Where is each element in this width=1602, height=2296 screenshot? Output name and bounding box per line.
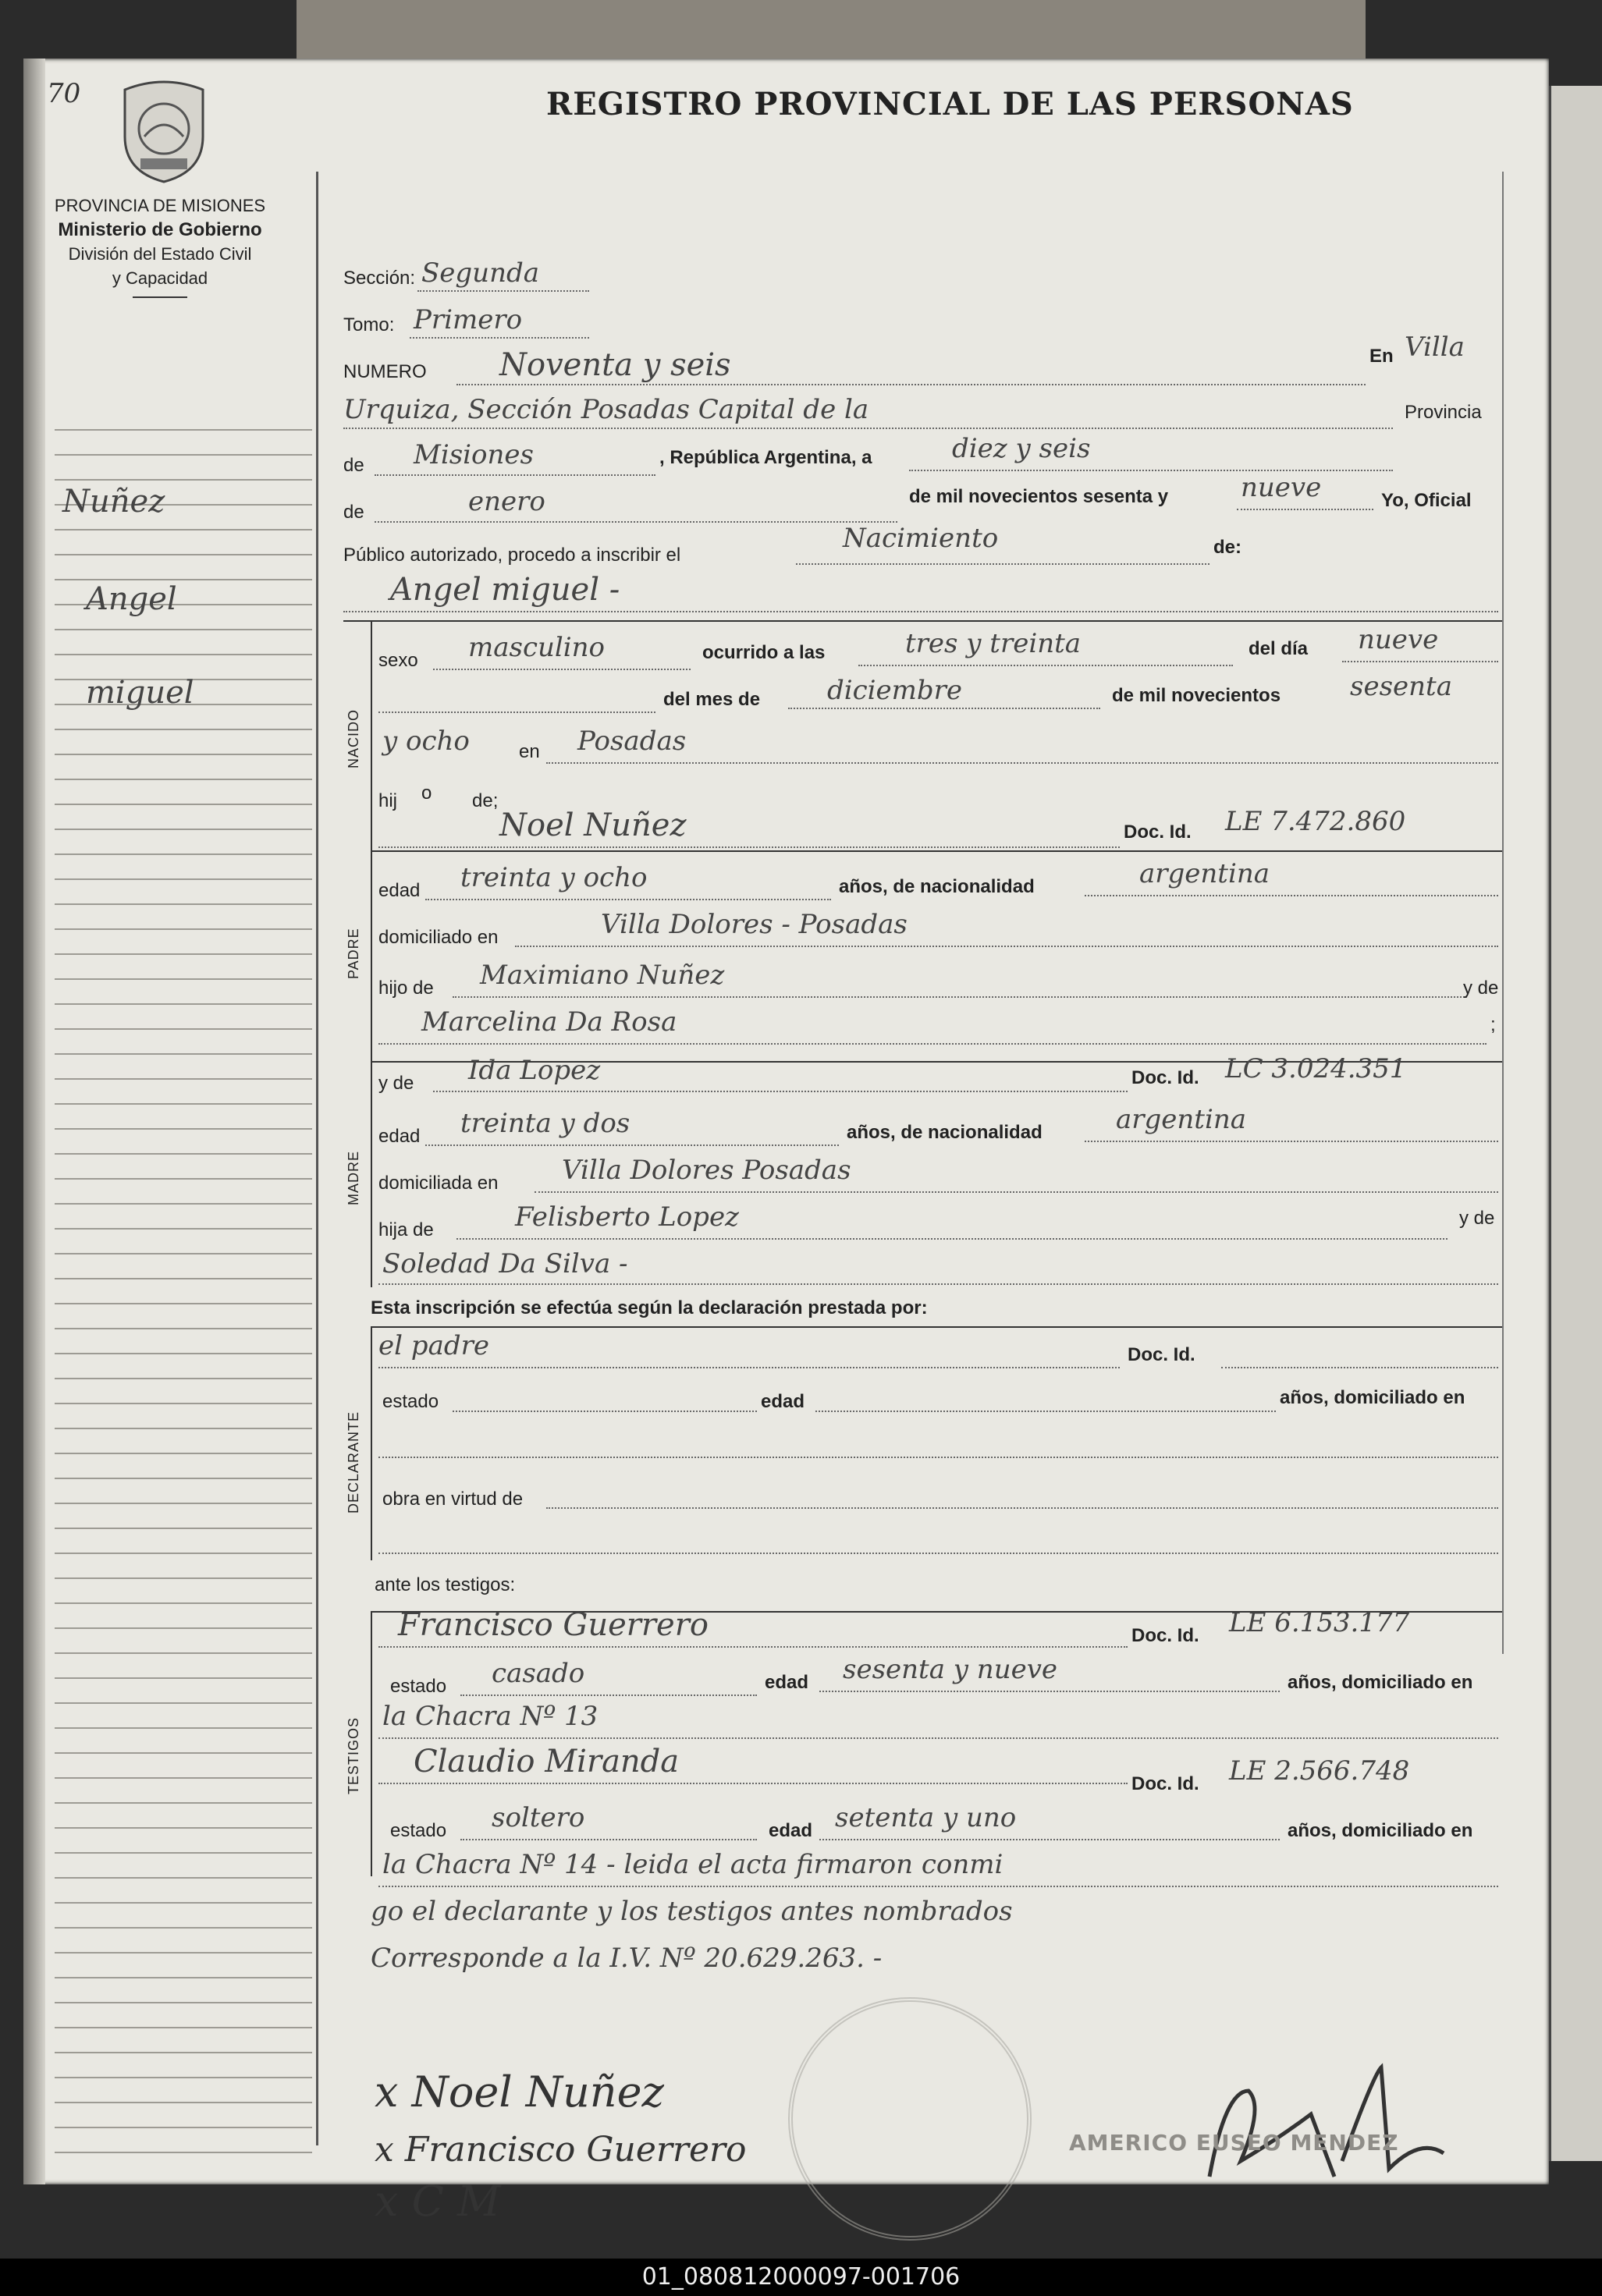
madre-nac-label: años, de nacionalidad (847, 1122, 1043, 1143)
madre-hija-label: hija de (378, 1219, 434, 1240)
lugar-line (343, 428, 1393, 429)
provincia-label: Provincia (1405, 402, 1482, 423)
official-signature-icon (1194, 2044, 1451, 2200)
right-border (1502, 172, 1504, 1654)
declarante-dom-line (378, 1457, 1498, 1458)
nacido-anio1-value: sesenta (1350, 671, 1452, 702)
padre-padre-line (453, 996, 1467, 998)
padre-domicilio-value: Villa Dolores - Posadas (601, 909, 908, 940)
mil-label: de mil novecientos sesenta y (909, 486, 1169, 507)
padre-padre-value: Maximiano Nuñez (480, 960, 725, 991)
padre-domicilio-line (515, 946, 1498, 947)
book-top-edge (297, 0, 1366, 66)
testigos-divider (371, 1611, 372, 1876)
acto-line (796, 563, 1209, 565)
testigo1-domicilio-line (378, 1737, 1498, 1739)
madre-domicilio-value: Villa Dolores Posadas (562, 1155, 851, 1186)
testigo2-doc-label: Doc. Id. (1131, 1773, 1199, 1794)
de3-label: de: (1213, 537, 1241, 558)
nacido-en-label: en (519, 741, 540, 762)
padre-doc-label: Doc. Id. (1124, 822, 1192, 843)
testigo2-edad-label: edad (769, 1820, 813, 1841)
numero-line (456, 384, 1366, 385)
declarante-nombre-line (378, 1367, 1120, 1368)
testigo2-doc-value: LE 2.566.748 (1229, 1755, 1410, 1787)
mes-line (375, 521, 897, 523)
madre-divider (371, 1061, 372, 1287)
testigo1-edad-value: sesenta y nueve (843, 1654, 1058, 1685)
nacido-mil-label: de mil novecientos (1112, 685, 1281, 706)
adjacent-page (1549, 86, 1602, 2161)
nacido-section-label: NACIDO (346, 708, 361, 768)
declarante-intro: Esta inscripción se efectúa según la declaración prestada por: (371, 1297, 928, 1318)
nacido-dia-value: nueve (1358, 624, 1439, 655)
nacido-divider (371, 620, 372, 870)
padre-yde-label: y de (1463, 978, 1499, 999)
nacido-top-rule (343, 620, 1502, 622)
authority-province: PROVINCIA DE MISIONES (54, 196, 266, 215)
madre-doc-label: Doc. Id. (1131, 1067, 1199, 1088)
margin-ruled-lines (55, 406, 312, 2153)
numero-label: NUMERO (343, 361, 427, 382)
issuing-authority (31, 193, 289, 298)
signature-witness1: x Francisco Guerrero (375, 2130, 747, 2170)
testigo2-edad-line (819, 1839, 1280, 1840)
padre-edad-value: treinta y ocho (460, 862, 648, 893)
testigos-intro: ante los testigos: (375, 1574, 516, 1595)
testigo1-doc-value: LE 6.153.177 (1229, 1607, 1410, 1638)
padre-edad-label: edad (378, 880, 421, 901)
en-label: En (1369, 346, 1394, 367)
declarante-obra-label: obra en virtud de (382, 1489, 524, 1510)
yo-label: Yo, Oficial (1381, 490, 1472, 511)
madre-nombre-value: Ida Lopez (468, 1055, 601, 1086)
madre-dom-label: domiciliada en (378, 1173, 499, 1194)
testigo1-nombre-value: Francisco Guerrero (398, 1607, 709, 1643)
testigo1-estado-line (460, 1694, 757, 1696)
anio-line (1237, 509, 1373, 510)
madre-padre-line (456, 1238, 1447, 1240)
mes-label: del mes de (663, 689, 761, 710)
dia-label: del día (1249, 638, 1309, 659)
madre-madre-value: Soledad Da Silva - (382, 1248, 628, 1279)
testigo1-estado-label: estado (390, 1676, 447, 1697)
madre-yde2-label: y de (1459, 1208, 1495, 1229)
testigo2-nombre-value: Claudio Miranda (414, 1744, 680, 1780)
padre-nac-label: años, de nacionalidad (839, 876, 1035, 897)
testigo2-edad-value: setenta y uno (835, 1802, 1017, 1833)
official-name: AMERICO EUSEO MENDEZ (1069, 2130, 1399, 2156)
padre-top-rule (371, 850, 1502, 852)
padre-nombre-value: Noel Nuñez (499, 807, 687, 843)
nacido-mes-value: diciembre (827, 675, 963, 706)
madre-edad-value: treinta y dos (460, 1108, 630, 1139)
margin-note-name1: Angel (86, 581, 177, 617)
padre-madre-line (378, 1043, 1487, 1045)
tomo-label: Tomo: (343, 314, 395, 335)
signature-father: x Noel Nuñez (375, 2067, 664, 2117)
nacido-mes-line (788, 708, 1100, 709)
inscripto-line (343, 611, 1498, 612)
madre-nombre-line (433, 1091, 1128, 1092)
official-stamp (788, 1997, 1032, 2241)
declarante-extra-line (378, 1553, 1498, 1554)
mes-value: enero (468, 486, 545, 517)
provincial-seal-icon (117, 74, 211, 183)
testigo2-estado-value: soltero (492, 1802, 585, 1833)
padre-madre-value: Marcelina Da Rosa (421, 1006, 677, 1038)
cierre-line1: go el declarante y los testigos antes nombrados (371, 1896, 1013, 1927)
corner-mark: 70 (47, 78, 81, 109)
declarante-obra-line (546, 1507, 1498, 1509)
testigo1-edad-label: edad (765, 1672, 809, 1693)
padre-nacionalidad-line (1085, 895, 1498, 896)
padre-semicolon: ; (1490, 1014, 1496, 1035)
ocurrido-label: ocurrido a las (702, 642, 826, 663)
cierre-line2: Corresponde a la I.V. Nº 20.629.263. - (371, 1943, 883, 1974)
testigo1-domicilio-value: la Chacra Nº 13 (382, 1701, 599, 1732)
mes-lead-line (378, 712, 655, 713)
madre-domicilio-line (535, 1191, 1498, 1193)
declarante-doc-label: Doc. Id. (1128, 1344, 1195, 1365)
testigo2-estado-label: estado (390, 1820, 447, 1841)
testigo2-estado-line (460, 1839, 757, 1840)
sexo-line (433, 669, 691, 670)
dia-value: diez y seis (952, 433, 1091, 464)
signature-witness2: x C M (375, 2177, 501, 2226)
file-identifier: 01_080812000097-001706 (0, 2259, 1602, 2296)
hora-line (858, 665, 1233, 666)
testigo1-doc-label: Doc. Id. (1131, 1625, 1199, 1646)
numero-value: Noventa y seis (499, 347, 731, 383)
madre-edad-line (425, 1144, 839, 1146)
madre-yde-label: y de (378, 1073, 414, 1094)
hijo-label: hij (378, 790, 398, 811)
nacido-lugar-value: Posadas (577, 726, 687, 757)
declarante-section-label: DECLARANTE (346, 1411, 361, 1514)
padre-doc-value: LE 7.472.860 (1225, 806, 1406, 837)
margin-note-name2: miguel (86, 675, 194, 711)
tomo-value: Primero (414, 304, 523, 335)
madre-doc-value: LC 3.024.351 (1225, 1053, 1407, 1084)
page-binding (23, 59, 45, 2184)
de-label: de (343, 455, 364, 476)
sexo-label: sexo (378, 650, 418, 671)
hora-value: tres y treinta (905, 628, 1082, 659)
testigo2-nombre-line (378, 1783, 1128, 1784)
testigo1-edad-line (819, 1691, 1280, 1692)
declarante-doc-line (1221, 1367, 1498, 1368)
seccion-value: Segunda (421, 257, 540, 289)
inscripto-value: Angel miguel - (390, 572, 620, 608)
republica-label: , República Argentina, a (659, 447, 872, 468)
padre-dom-label: domiciliado en (378, 927, 499, 948)
nacido-dia-line (1342, 661, 1498, 662)
de2-label: de (343, 502, 364, 523)
madre-edad-label: edad (378, 1126, 421, 1147)
acto-value: Nacimiento (843, 523, 999, 554)
declarante-edad-label: edad (761, 1391, 805, 1412)
testigo1-nombre-line (378, 1646, 1128, 1648)
declarante-estado-label: estado (382, 1391, 439, 1412)
hijo-suffix: o (421, 782, 432, 804)
padre-edad-line (425, 899, 831, 900)
en-value: Villa (1405, 332, 1465, 363)
publico-label: Público autorizado, procedo a inscribir el (343, 545, 681, 566)
madre-nacionalidad-line (1085, 1141, 1498, 1142)
margin-divider (316, 172, 318, 2145)
declarante-edad-line (815, 1411, 1276, 1412)
padre-section-label: PADRE (346, 928, 361, 979)
madre-section-label: MADRE (346, 1150, 361, 1205)
testigo2-domicilio-line (378, 1886, 1498, 1887)
lugar-value: Urquiza, Sección Posadas Capital de la (343, 394, 869, 425)
madre-padre-value: Felisberto Lopez (515, 1201, 739, 1233)
declarante-anios-label: años, domiciliado en (1280, 1387, 1465, 1408)
document-title: REGISTRO PROVINCIAL DE LAS PERSONAS (546, 86, 1354, 122)
testigos-section-label: TESTIGOS (346, 1716, 361, 1794)
authority-ministry: Ministerio de Gobierno (58, 219, 262, 240)
declarante-top-rule (371, 1326, 1502, 1328)
padre-hijo-label: hijo de (378, 978, 434, 999)
declarante-nombre-value: el padre (378, 1330, 489, 1361)
madre-nacionalidad-value: argentina (1116, 1104, 1247, 1135)
seccion-line (417, 290, 589, 292)
sexo-value: masculino (468, 632, 606, 663)
testigo1-estado-value: casado (492, 1658, 585, 1689)
padre-nombre-line (378, 846, 1120, 848)
nacido-anio2-value: y ocho (382, 726, 470, 757)
margin-note-surname: Nuñez (62, 484, 165, 520)
anio-value: nueve (1241, 472, 1322, 503)
seccion-label: Sección: (343, 268, 416, 289)
nacido-lugar-line (546, 762, 1498, 764)
dia-line (909, 470, 1393, 471)
declarante-divider (371, 1326, 372, 1560)
padre-divider (371, 850, 372, 1065)
authority-rule (133, 296, 187, 298)
declarante-estado-line (453, 1411, 757, 1412)
madre-madre-line (378, 1283, 1498, 1285)
provincia-value: Misiones (414, 439, 534, 470)
testigo1-anios-label: años, domiciliado en (1288, 1672, 1473, 1693)
authority-division: División del Estado Civil (68, 244, 252, 264)
authority-capacity: y Capacidad (112, 268, 208, 288)
padre-nacionalidad-value: argentina (1139, 858, 1270, 889)
testigo2-domicilio-value: la Chacra Nº 14 - leida el acta firmaron conmi (382, 1849, 1003, 1880)
tomo-line (410, 337, 589, 339)
testigo2-anios-label: años, domiciliado en (1288, 1820, 1473, 1841)
provincia-line (375, 474, 655, 476)
hijo-de-label: de; (472, 790, 499, 811)
